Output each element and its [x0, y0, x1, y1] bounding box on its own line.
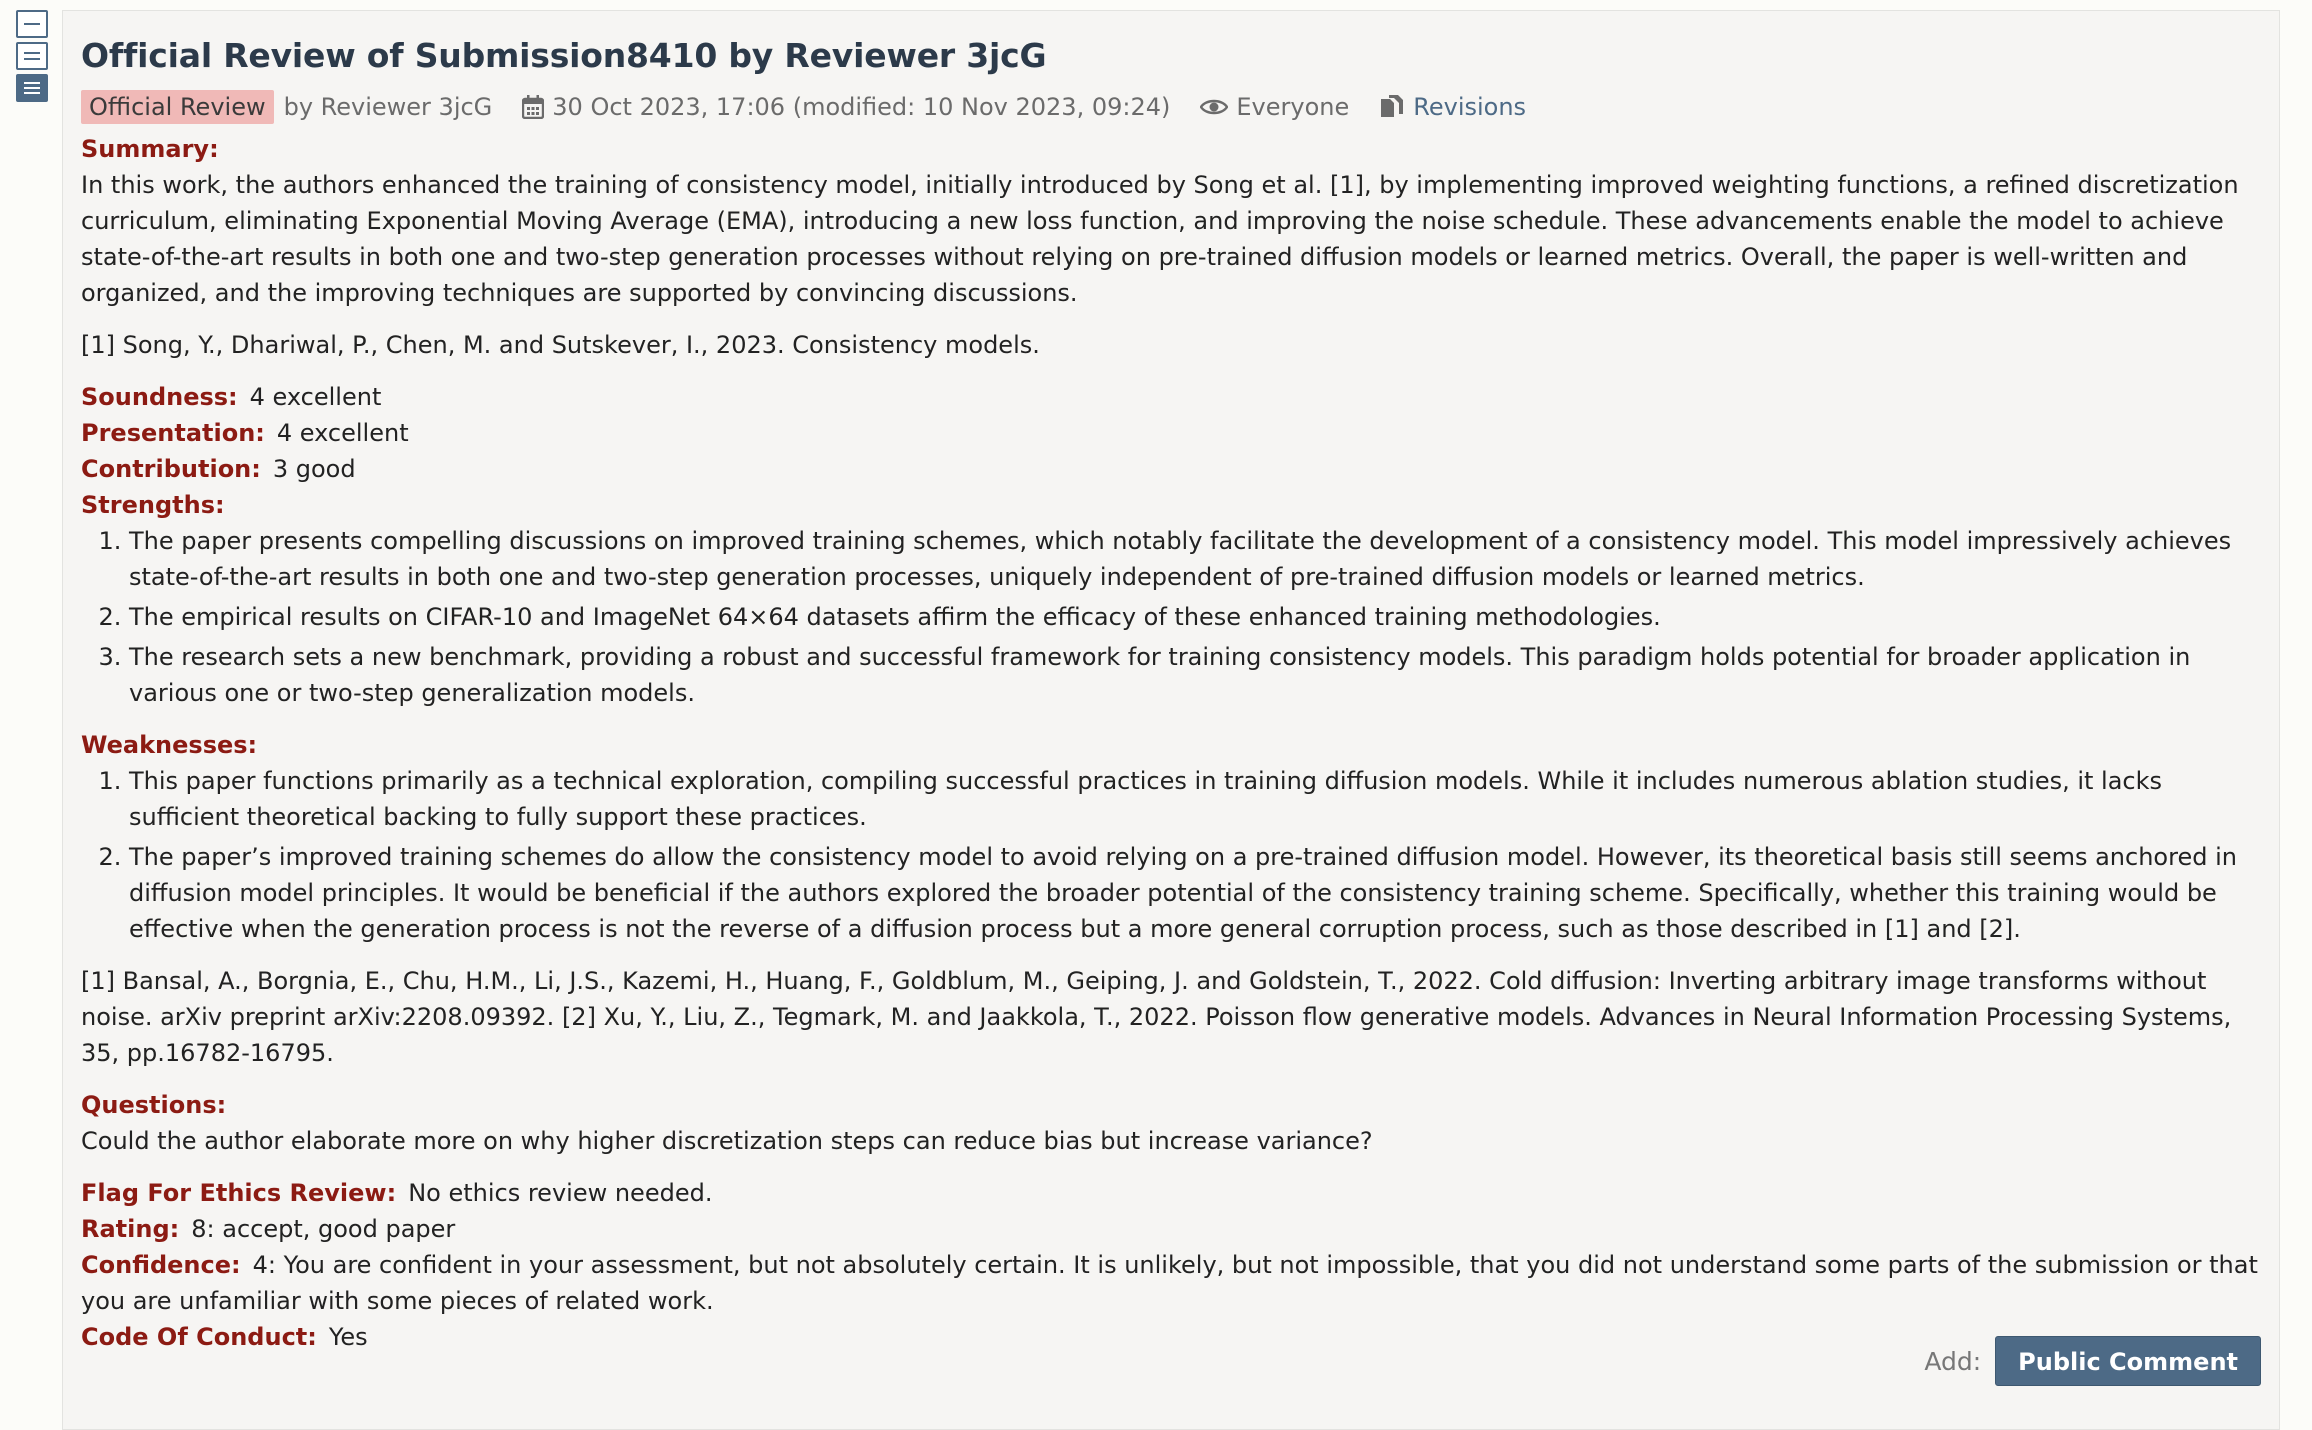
contribution-value: 3 good [272, 455, 356, 483]
confidence-label: Confidence: [81, 1251, 241, 1279]
questions-value: Could the author elaborate more on why higher discretization steps can reduce bias but increase variance? [81, 1127, 1373, 1155]
readers: Everyone [1236, 93, 1350, 121]
weaknesses-label: Weaknesses: [81, 731, 258, 759]
rating-value: 8: accept, good paper [191, 1215, 456, 1243]
collapse-toggle[interactable] [16, 10, 48, 38]
summary-reference: [1] Song, Y., Dhariwal, P., Chen, M. and Sutskever, I., 2023. Consistency models. [81, 331, 1040, 359]
view-toggle-group [16, 10, 52, 106]
rating-label: Rating: [81, 1215, 180, 1243]
summary-text: In this work, the authors enhanced the training of consistency model, initially introduced by Song et al. [1], by implementing improved weighting functions, a refined discretization curriculum, eliminating Exponential Moving Average (EMA), introducing a new loss function, and improving the noise schedule. These advancements enable the model to achieve state-of-the-art results in both one and two-step generation processes without relying on pre-trained diffusion models or learned metrics. Overall, the paper is well-written and organized, and the improving techniques are supported by convincing discussions. [81, 171, 2239, 307]
revisions-group[interactable] [1379, 93, 1526, 121]
contribution-field [81, 451, 2261, 487]
ethics-field [81, 1175, 2261, 1211]
confidence-value: 4: You are confident in your assessment, but not absolutely certain. It is unlikely, but not impossible, that you did not understand some parts of the submission or that you are unfamiliar with some pieces of related work. [81, 1251, 2258, 1315]
invitation-badge: Official Review [81, 90, 274, 124]
add-label: Add: [1924, 1346, 1982, 1376]
contribution-label: Contribution: [81, 455, 261, 483]
list-icon [24, 81, 40, 95]
review-note [62, 10, 2280, 1430]
soundness-value: 4 excellent [249, 383, 382, 411]
strengths-label: Strengths: [81, 491, 225, 519]
duplicate-icon [1379, 94, 1405, 120]
list-item: 2. The empirical results on CIFAR-10 and ImageNet 64×64 datasets affirm the efficacy of these enhanced training methodologies. [129, 599, 2261, 635]
weaknesses-list [81, 763, 2261, 947]
list-item: 3. The research sets a new benchmark, providing a robust and successful framework for training consistency models. This paradigm holds potential for broader application in various one or two-step generalization models. [129, 639, 2261, 711]
expand-toggle[interactable] [16, 74, 48, 102]
minus-icon [24, 22, 40, 26]
soundness-label: Soundness: [81, 383, 238, 411]
confidence-field [81, 1247, 2261, 1319]
weaknesses-field [81, 727, 2261, 1071]
revisions-link[interactable]: Revisions [1413, 93, 1527, 121]
date-group [522, 93, 1170, 121]
calendar-icon [522, 95, 544, 119]
ethics-label: Flag For Ethics Review: [81, 1179, 397, 1207]
conduct-label: Code Of Conduct: [81, 1323, 317, 1351]
summary-label: Summary: [81, 135, 219, 163]
conduct-value: Yes [328, 1323, 368, 1351]
questions-field [81, 1087, 2261, 1159]
ethics-value: No ethics review needed. [408, 1179, 713, 1207]
soundness-field [81, 379, 2261, 415]
public-comment-button[interactable]: Public Comment [1995, 1336, 2261, 1386]
summary-field [81, 131, 2261, 363]
presentation-field [81, 415, 2261, 451]
strengths-field [81, 487, 2261, 711]
list-item: 1. This paper functions primarily as a technical exploration, compiling successful practices in training diffusion models. While it includes numerous ablation studies, it lacks sufficient theoretical backing to fully support these practices. [129, 763, 2261, 835]
signature: by Reviewer 3jcG [283, 93, 493, 121]
list-item: 1. The paper presents compelling discussions on improved training schemes, which notably facilitate the development of a consistency model. This model impressively achieves state-of-the-art results in both one and two-step generation processes, uniquely independent of pre-trained diffusion models or learned metrics. [129, 523, 2261, 595]
review-meta [81, 87, 2261, 127]
eye-icon [1200, 97, 1228, 117]
add-reply-bar [1924, 1336, 2261, 1386]
strengths-list [81, 523, 2261, 711]
presentation-value: 4 excellent [276, 419, 409, 447]
weaknesses-references: [1] Bansal, A., Borgnia, E., Chu, H.M., Li, J.S., Kazemi, H., Huang, F., Goldblum, M., Geiping, J. and Goldstein, T., 2022. Cold diffusion: Inverting arbitrary image transforms without noise. arXiv preprint arXiv:2208.09392. [2] Xu, Y., Liu, Z., Tegmark, M. and Jaakkola, T., 2022. Poisson flow generative models. Advances in Neural Information Processing Systems, 35, pp.16782-16795. [81, 967, 2232, 1067]
review-date: 30 Oct 2023, 17:06 (modified: 10 Nov 2023, 09:24) [552, 93, 1171, 121]
summary-value [81, 167, 2261, 363]
review-title: Official Review of Submission8410 by Reviewer 3jcG [81, 36, 1047, 75]
readers-group [1200, 93, 1349, 121]
default-view-toggle[interactable] [16, 42, 48, 70]
list-item: 2. The paper’s improved training schemes do allow the consistency model to avoid relying on a pre-trained diffusion model. However, its theoretical basis still seems anchored in diffusion model principles. It would be beneficial if the authors explored the broader potential of the consistency training scheme. Specifically, whether this training would be effective when the generation process is not the reverse of a diffusion process but a more general corruption process, such as those described in [1] and [2]. [129, 839, 2261, 947]
equals-icon [24, 51, 40, 61]
questions-label: Questions: [81, 1091, 227, 1119]
presentation-label: Presentation: [81, 419, 265, 447]
rating-field [81, 1211, 2261, 1247]
